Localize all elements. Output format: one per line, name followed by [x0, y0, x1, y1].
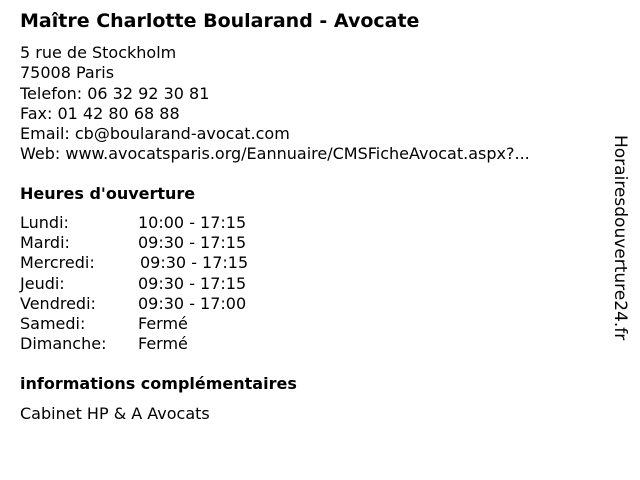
address-street: 5 rue de Stockholm [20, 43, 177, 62]
day-label: Mardi: [20, 233, 70, 253]
hours-value: 10:00 - 17:15 [138, 213, 247, 232]
hours-value: Fermé [138, 334, 188, 354]
website-link[interactable]: Web: www.avocatsparis.org/Eannuaire/CMSFicheAvocat.aspx?... [20, 144, 530, 164]
day-label: Lundi: [20, 213, 69, 232]
hours-value: Fermé [138, 313, 188, 333]
hours-value: 09:30 - 17:15 [140, 253, 249, 273]
hours-heading: Heures d'ouverture [20, 184, 196, 203]
info-text: Cabinet HP & A Avocats [20, 404, 210, 423]
day-label: Mercredi: [20, 253, 95, 273]
hours-value: 09:30 - 17:00 [138, 293, 247, 313]
hours-value: 09:30 - 17:15 [138, 273, 247, 293]
brand-watermark: Horairesdouverture24.fr [610, 135, 630, 341]
email-address[interactable]: Email: cb@boularand-avocat.com [20, 124, 290, 144]
address-city: 75008 Paris [20, 63, 115, 83]
hours-value: 09:30 - 17:15 [138, 233, 247, 253]
phone-number[interactable]: Telefon: 06 32 92 30 81 [20, 83, 210, 103]
day-label: Vendredi: [20, 293, 96, 313]
day-label: Jeudi: [20, 273, 65, 293]
day-label: Samedi: [20, 313, 86, 333]
address-block [20, 43, 530, 165]
page-title: Maître Charlotte Boularand - Avocate [20, 10, 420, 32]
fax-number: Fax: 01 42 80 68 88 [20, 103, 180, 123]
info-heading: informations complémentaires [20, 374, 297, 393]
day-label: Dimanche: [20, 334, 107, 354]
